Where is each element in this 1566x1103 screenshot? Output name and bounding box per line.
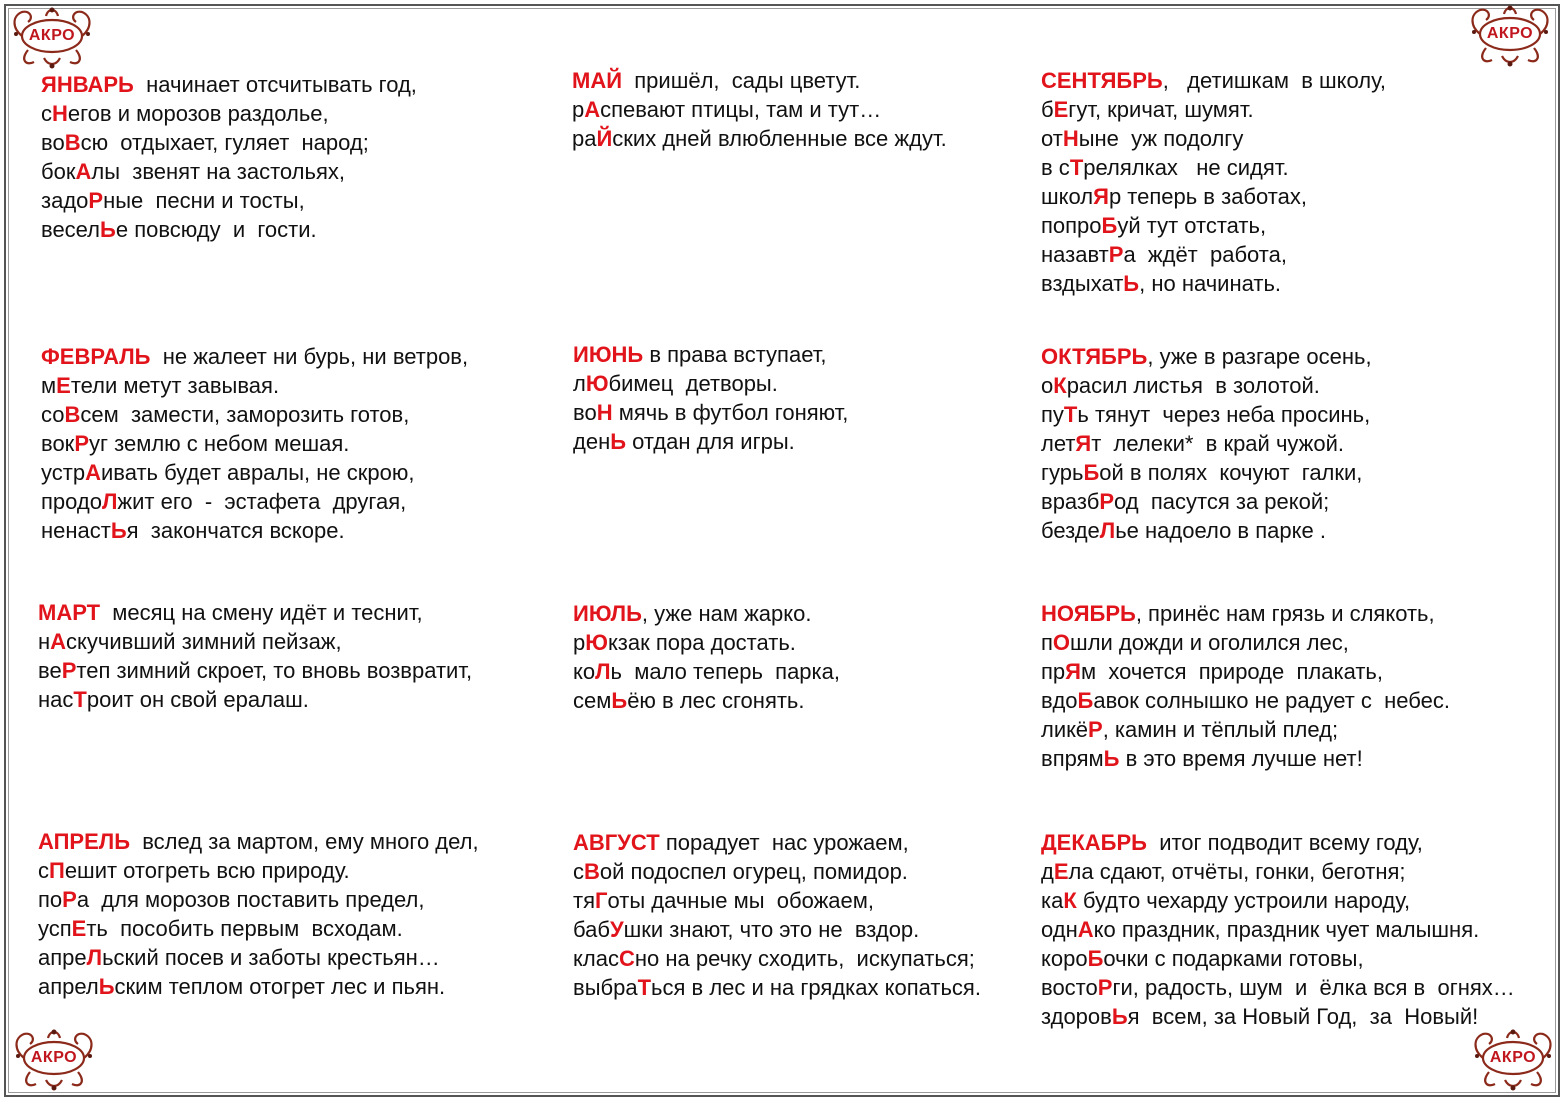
acrostic-letter: Ь [1123, 271, 1140, 296]
poem-line [1041, 240, 1386, 269]
poem-line [38, 943, 479, 972]
acrostic-letter: Л [101, 489, 118, 514]
acrostic-letter: Р [1099, 489, 1115, 514]
acrostic-letter: Т [73, 687, 87, 712]
line-text: будто чехарду устроили народу, [1076, 888, 1411, 913]
line-text: месяц на смену идёт и теснит, [100, 600, 423, 625]
month-name: ИЮНЬ [573, 342, 644, 367]
line-text: тели метут завывая. [70, 373, 280, 398]
poem-line [1041, 886, 1515, 915]
poem-line [1041, 211, 1386, 240]
poem-line [1041, 628, 1450, 657]
line-text: оты дачные мы обожаем, [607, 888, 875, 913]
acrostic-letter: Т [1069, 155, 1084, 180]
line-text: р теперь в заботах, [1108, 184, 1307, 209]
line-text: вок [41, 431, 75, 456]
poem-line [1041, 944, 1515, 973]
acrostic-letter: Е [1053, 859, 1069, 884]
poem-line [1041, 182, 1386, 211]
month-name: АПРЕЛЬ [38, 829, 131, 854]
poem-line [573, 398, 848, 427]
poem-line [1041, 95, 1386, 124]
line-text: п [1041, 630, 1053, 655]
acrostic-letter: С [618, 946, 635, 971]
acrostic-letter: Р [74, 431, 89, 456]
acrostic-letter: В [64, 130, 81, 155]
acrostic-letter: Я [1093, 184, 1109, 209]
line-text: со [41, 402, 65, 427]
acrostic-letter: А [85, 460, 101, 485]
line-text: релялках не сидят. [1083, 155, 1289, 180]
line-text: во [573, 400, 597, 425]
line-text: ься в лес и на грядках копаться. [651, 975, 981, 1000]
acrostic-letter: Й [596, 126, 613, 151]
line-text: скучивший зимний пейзаж, [66, 629, 342, 654]
acrostic-letter: А [50, 629, 67, 654]
line-text: ским теплом отогрет лес и пьян. [114, 974, 446, 999]
line-text: устр [41, 460, 86, 485]
poem-january [41, 70, 417, 244]
line-text: задо [41, 188, 89, 213]
poem-line [1041, 342, 1372, 371]
line-text: расил листья в золотой. [1066, 373, 1320, 398]
line-text: ве [38, 658, 62, 683]
line-text: бимец детворы. [608, 371, 778, 396]
line-text: т лелеки* в край чужой. [1091, 431, 1345, 456]
acrostic-letter: Г [595, 888, 608, 913]
line-text: уй тут отстать, [1117, 213, 1267, 238]
line-text: не жалеет ни бурь, ни ветров, [150, 344, 469, 369]
poem-line [1041, 269, 1386, 298]
poem-line [573, 915, 981, 944]
line-text: авок солнышко не радует с небес. [1093, 688, 1450, 713]
line-text: л [573, 371, 586, 396]
logo-text: АКРО [30, 1049, 78, 1066]
poem-line [1041, 487, 1372, 516]
acrostic-letter: Б [1077, 688, 1094, 713]
poem-line [1041, 599, 1450, 628]
logo-text: АКРО [1486, 25, 1534, 42]
poem-may [572, 66, 947, 153]
acrostic-letter: Ю [585, 630, 608, 655]
line-text: в с [1041, 155, 1070, 180]
line-text: сем [573, 688, 612, 713]
line-text: ко праздник, праздник чует малышня. [1093, 917, 1480, 942]
poem-line [41, 516, 468, 545]
line-text: по [38, 887, 63, 912]
line-text: , камин и тёплый плед; [1102, 717, 1339, 742]
acrostic-letter: К [1053, 373, 1067, 398]
acrostic-letter: Е [1053, 97, 1069, 122]
line-text: лы звенят на застольях, [91, 159, 345, 184]
poem-line [1041, 744, 1450, 773]
line-text: назавт [1041, 242, 1109, 267]
poem-line [1041, 124, 1386, 153]
line-text: гут, кричат, шумят. [1068, 97, 1254, 122]
acrostic-letter: Н [596, 400, 613, 425]
month-name: ЯНВАРЬ [41, 72, 134, 97]
acrostic-letter: Ь [611, 688, 628, 713]
acrostic-letter: Б [1101, 213, 1118, 238]
line-text: р [573, 630, 586, 655]
acrostic-letter: Ю [585, 371, 609, 396]
line-text: , принёс нам грязь и слякоть, [1135, 601, 1435, 626]
line-text: итог подводит всему году, [1146, 830, 1423, 855]
poem-line [1041, 66, 1386, 95]
line-text: вразб [1041, 489, 1100, 514]
poem-line [41, 458, 468, 487]
poem-line [572, 66, 947, 95]
poem-line [1041, 715, 1450, 744]
poem-line [41, 487, 468, 516]
poem-line [573, 599, 840, 628]
line-text: ь мало теперь парка, [610, 659, 840, 684]
month-name: НОЯБРЬ [1041, 601, 1136, 626]
acrostic-letter: Ь [1103, 746, 1120, 771]
acrostic-letter: Р [61, 658, 77, 683]
poem-march [38, 598, 472, 714]
month-name: МАРТ [38, 600, 101, 625]
line-text: выбра [573, 975, 638, 1000]
poem-line [38, 685, 472, 714]
line-text: порадует нас урожаем, [659, 830, 909, 855]
acrostic-letter: Т [637, 975, 652, 1000]
line-text: кзак пора достать. [607, 630, 796, 655]
acrostic-letter: А [584, 97, 601, 122]
acrostic-letter: А [1077, 917, 1094, 942]
line-text: м [41, 373, 57, 398]
line-text: е повсюду и гости. [115, 217, 317, 242]
line-text: шки знают, что это не вздор. [623, 917, 920, 942]
acrostic-letter: Р [1097, 975, 1113, 1000]
line-text: очки с подарками готовы, [1103, 946, 1364, 971]
line-text: ден [573, 429, 611, 454]
line-text: вдо [1041, 688, 1078, 713]
poem-line [38, 656, 472, 685]
line-text: ешит отогреть всю природу. [64, 858, 350, 883]
poem-line [1041, 828, 1515, 857]
acrostic-letter: П [49, 858, 65, 883]
line-text: мячь в футбол гоняют, [612, 400, 849, 425]
poem-line [1041, 516, 1372, 545]
acrostic-letter: Р [62, 887, 77, 912]
line-text: баб [573, 917, 610, 942]
poem-line [573, 686, 840, 715]
line-text: в права вступает, [643, 342, 827, 367]
poem-line [38, 914, 479, 943]
line-text: ко [573, 659, 596, 684]
line-text: здоров [1041, 1004, 1112, 1029]
line-text: егов и морозов раздолье, [67, 101, 329, 126]
line-text: ских дней влюбленные все ждут. [612, 126, 947, 151]
line-text: клас [573, 946, 619, 971]
poem-february [41, 342, 468, 545]
acrostic-letter: Ь [98, 974, 115, 999]
line-text: в это время лучше нет! [1119, 746, 1363, 771]
acrostic-letter: А [75, 159, 92, 184]
line-text: а для морозов поставить предел, [76, 887, 425, 912]
line-text: ой в полях кочуют галки, [1099, 460, 1363, 485]
poem-line [38, 972, 479, 1001]
logo-text: АКРО [1489, 1049, 1537, 1066]
line-text: гурь [1041, 460, 1084, 485]
poem-line [41, 400, 468, 429]
poem-june [573, 340, 848, 456]
line-text: ненаст [41, 518, 111, 543]
line-text: ные песни и тосты, [103, 188, 305, 213]
acrostic-letter: В [64, 402, 81, 427]
poem-line [573, 973, 981, 1002]
line-text: ла сдают, отчёты, гонки, беготня; [1068, 859, 1406, 884]
poem-april [38, 827, 479, 1001]
acrostic-letter: Е [56, 373, 71, 398]
poem-line [41, 429, 468, 458]
line-text: бок [41, 159, 76, 184]
acrostic-letter: Л [595, 659, 611, 684]
line-text: безде [1041, 518, 1100, 543]
line-text: д [1041, 859, 1054, 884]
line-text: апре [38, 945, 87, 970]
line-text: попро [1041, 213, 1102, 238]
line-text: я всем, за Новый Год, за Новый! [1127, 1004, 1479, 1029]
month-name: ФЕВРАЛЬ [41, 344, 151, 369]
line-text: уг землю с небом мешая. [89, 431, 350, 456]
line-text: ь тянут через неба просинь, [1077, 402, 1371, 427]
poem-line [572, 95, 947, 124]
line-text: я закончатся вскоре. [126, 518, 345, 543]
poem-line [1041, 686, 1450, 715]
poem-line [572, 124, 947, 153]
month-name: ОКТЯБРЬ [1041, 344, 1148, 369]
poem-line [573, 657, 840, 686]
akro-logo-top-left [6, 4, 98, 70]
acrostic-letter: Ь [100, 217, 116, 242]
poem-line [41, 70, 417, 99]
acrostic-letter: Р [1108, 242, 1124, 267]
line-text: тя [573, 888, 595, 913]
poem-line [1041, 657, 1450, 686]
poem-line [41, 157, 417, 186]
line-text: жит его - эстафета другая, [117, 489, 407, 514]
akro-logo-bottom-left [8, 1026, 100, 1092]
line-text: , детишкам в школу, [1162, 68, 1387, 93]
line-text: ьский посев и заботы крестьян… [102, 945, 440, 970]
poem-line [38, 885, 479, 914]
line-text: ра [572, 126, 597, 151]
line-text: , но начинать. [1139, 271, 1282, 296]
line-text: , уже в разгаре осень, [1147, 344, 1372, 369]
month-name: СЕНТЯБРЬ [1041, 68, 1163, 93]
line-text: ье надоело в парке . [1115, 518, 1326, 543]
line-text: апрел [38, 974, 99, 999]
line-text: теп зимний скроет, то вновь возвратит, [76, 658, 473, 683]
line-text: б [1041, 97, 1054, 122]
line-text: коро [1041, 946, 1088, 971]
line-text: но на речку сходить, искупаться; [634, 946, 975, 971]
poem-line [41, 215, 417, 244]
line-text: пр [1041, 659, 1066, 684]
akro-logo-bottom-right [1467, 1026, 1559, 1092]
poem-august [573, 828, 981, 1002]
poem-line [573, 828, 981, 857]
poem-line [38, 827, 479, 856]
poem-october [1041, 342, 1372, 545]
line-text: , уже нам жарко. [641, 601, 812, 626]
logo-text: АКРО [28, 27, 76, 44]
line-text: пу [1041, 402, 1064, 427]
acrostic-letter: У [609, 917, 624, 942]
poem-line [1041, 400, 1372, 429]
poem-line [41, 99, 417, 128]
line-text: ой подоспел огурец, помидор. [599, 859, 908, 884]
line-text: ка [1041, 888, 1064, 913]
line-text: вздыхат [1041, 271, 1124, 296]
line-text: спевают птицы, там и тут… [600, 97, 882, 122]
line-text: ёю в лес сгонять. [627, 688, 805, 713]
poem-line [573, 944, 981, 973]
line-text: с [573, 859, 584, 884]
month-name: ИЮЛЬ [573, 601, 642, 626]
month-name: АВГУСТ [573, 830, 660, 855]
acrostic-letter: Е [71, 916, 87, 941]
poem-line [573, 369, 848, 398]
poem-line [41, 186, 417, 215]
line-text: роит он свой ералаш. [86, 687, 309, 712]
acrostic-letter: Т [1063, 402, 1078, 427]
akro-logo-top-right [1464, 2, 1556, 68]
poem-line [573, 886, 981, 915]
poem-line [38, 856, 479, 885]
line-text: с [41, 101, 52, 126]
poem-line [573, 628, 840, 657]
line-text: продо [41, 489, 102, 514]
line-text: усп [38, 916, 72, 941]
acrostic-letter: Р [88, 188, 104, 213]
poem-line [1041, 973, 1515, 1002]
poem-line [38, 627, 472, 656]
line-text: ликё [1041, 717, 1088, 742]
poem-december [1041, 828, 1515, 1031]
poem-july [573, 599, 840, 715]
line-text: сю отдыхает, гуляет народ; [80, 130, 369, 155]
acrostic-letter: Б [1087, 946, 1104, 971]
line-text: одн [1041, 917, 1078, 942]
poem-line [573, 857, 981, 886]
acrostic-letter: Л [1099, 518, 1116, 543]
poem-september [1041, 66, 1386, 298]
line-text: начинает отсчитывать год, [133, 72, 417, 97]
line-text: а ждёт работа, [1123, 242, 1287, 267]
line-text: ги, радость, шум и ёлка вся в огнях… [1112, 975, 1515, 1000]
acrostic-letter: Я [1065, 659, 1081, 684]
acrostic-letter: К [1063, 888, 1077, 913]
line-text: впрям [1041, 746, 1104, 771]
acrostic-letter: О [1052, 630, 1071, 655]
poem-line [38, 598, 472, 627]
line-text: лет [1041, 431, 1076, 456]
month-name: МАЙ [572, 68, 623, 93]
acrostic-letter: Л [86, 945, 103, 970]
month-name: ДЕКАБРЬ [1041, 830, 1147, 855]
poem-line [41, 128, 417, 157]
line-text: пришёл, сады цветут. [622, 68, 861, 93]
poem-line [41, 371, 468, 400]
line-text: во [41, 130, 65, 155]
acrostic-letter: Н [1062, 126, 1079, 151]
acrostic-letter: Р [1088, 717, 1103, 742]
line-text: ивать будет авралы, не скрою, [100, 460, 415, 485]
line-text: весел [41, 217, 101, 242]
poem-line [1041, 458, 1372, 487]
line-text: от [1041, 126, 1063, 151]
acrostic-letter: Ь [1111, 1004, 1128, 1029]
line-text: с [38, 858, 49, 883]
acrostic-letter: Н [52, 101, 68, 126]
poem-line [1041, 857, 1515, 886]
poem-line [573, 427, 848, 456]
line-text: р [572, 97, 585, 122]
line-text: ть пособить первым всходам. [86, 916, 403, 941]
acrostic-letter: Ь [110, 518, 127, 543]
acrostic-letter: В [584, 859, 600, 884]
poem-line [1041, 429, 1372, 458]
acrostic-letter: Я [1075, 431, 1092, 456]
poem-line [1041, 1002, 1515, 1031]
acrostic-letter: Ь [610, 429, 627, 454]
line-text: нас [38, 687, 74, 712]
line-text: о [1041, 373, 1054, 398]
line-text: ыне уж подолгу [1078, 126, 1244, 151]
line-text: шли дожди и оголился лес, [1070, 630, 1349, 655]
line-text: восто [1041, 975, 1098, 1000]
poem-line [41, 342, 468, 371]
acrostic-letter: Б [1083, 460, 1100, 485]
line-text: вслед за мартом, ему много дел, [130, 829, 479, 854]
poem-line [573, 340, 848, 369]
line-text: н [38, 629, 51, 654]
line-text: сем замести, заморозить готов, [80, 402, 410, 427]
line-text: м хочется природе плакать, [1080, 659, 1383, 684]
poem-november [1041, 599, 1450, 773]
poem-line [1041, 371, 1372, 400]
poem-line [1041, 915, 1515, 944]
line-text: школ [1041, 184, 1094, 209]
line-text: отдан для игры. [626, 429, 795, 454]
poem-line [1041, 153, 1386, 182]
line-text: од пасутся за рекой; [1114, 489, 1330, 514]
